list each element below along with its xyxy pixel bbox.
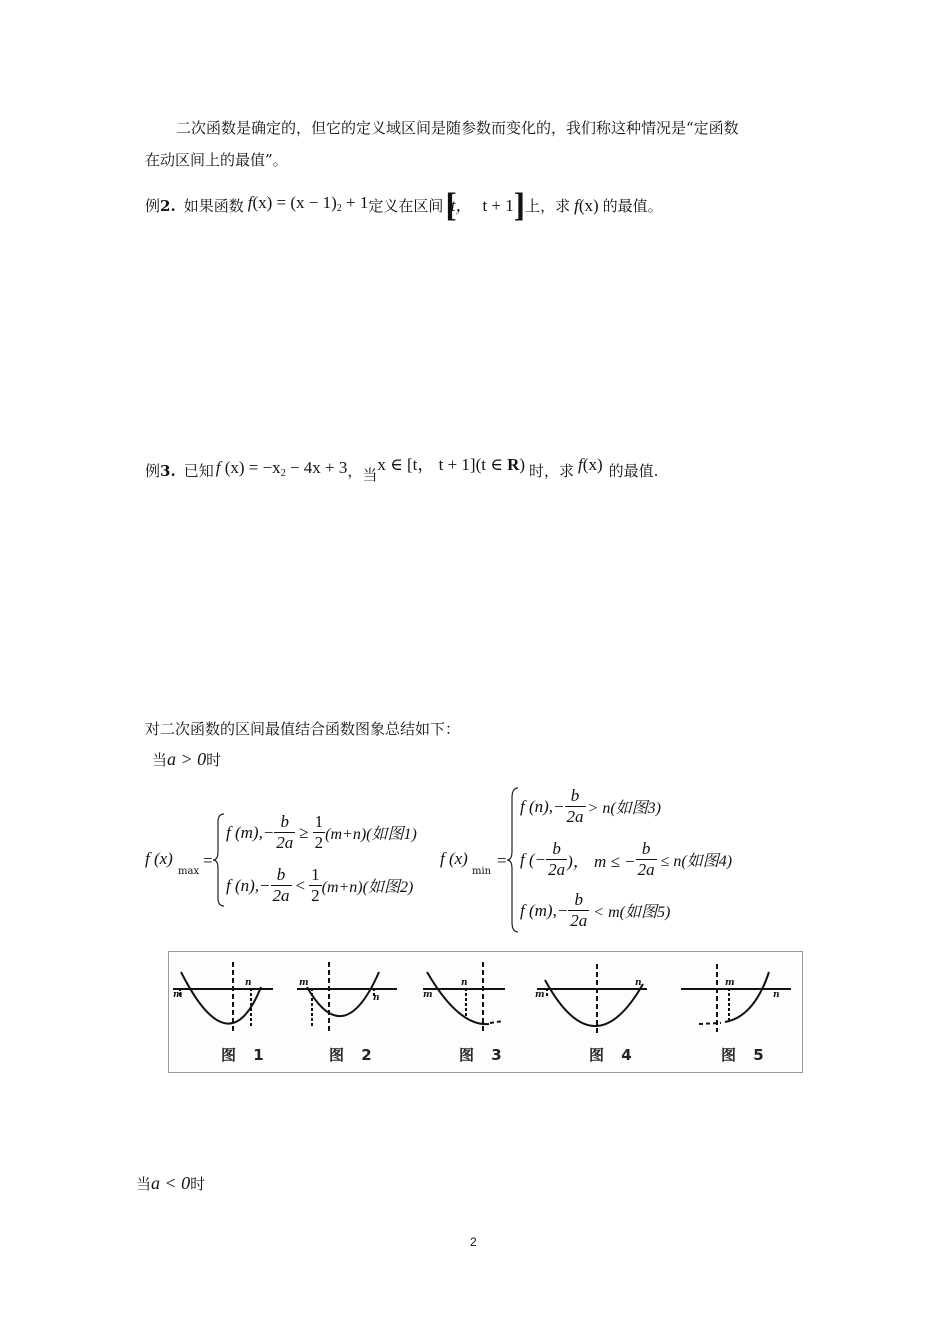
example-2-t1: t + 1 — [482, 196, 514, 215]
figure-2-m-label: m — [299, 978, 309, 988]
max-case-1-tail: (m+n)(如图1) — [325, 826, 417, 843]
case-a-positive-cond: a > 0 — [167, 749, 207, 769]
max-case-2-num: b — [276, 865, 286, 884]
example-2 — [145, 189, 663, 223]
min-case-2-tail: ≤ n(如图4) — [660, 853, 733, 870]
intro-line-2: 在动区间上的最值”。 — [145, 151, 288, 169]
case-a-positive-pre: 当 — [152, 751, 168, 769]
min-case-2-mid: )， m ≤ − — [567, 852, 636, 871]
figure-3-n-label: n — [461, 978, 468, 988]
figure-4-graph — [537, 964, 647, 1034]
max-case-1 — [226, 812, 417, 853]
figure-3-caption: 图 3 — [459, 1046, 508, 1064]
case-a-negative-post: 时 — [190, 1175, 206, 1193]
figure-5-n-label: n — [773, 990, 780, 1000]
example-2-pre: 如果函数 — [183, 197, 244, 215]
max-case-1-hden: 2 — [314, 833, 324, 852]
figure-1-graph — [173, 962, 273, 1034]
min-case-3-tail: < m(如图5) — [593, 904, 671, 921]
min-case-3-num: b — [574, 890, 584, 909]
example-2-t: t， — [450, 196, 473, 215]
min-case-1 — [520, 786, 661, 827]
example-2-f: f — [247, 193, 253, 212]
figure-4-m-label: m — [535, 990, 545, 1000]
example-2-eq: = (x − 1) — [272, 193, 337, 212]
example-3-f: f — [215, 458, 221, 477]
example-3-arg: (x) = −x — [220, 458, 281, 477]
min-eq: = — [497, 851, 507, 870]
max-case-2-rel: < — [295, 875, 306, 895]
example-2-tail: 的最值。 — [602, 197, 663, 215]
example-3-rest: − 4x + 3 — [285, 458, 348, 477]
max-case-1-den: 2a — [276, 833, 294, 852]
min-case-2-num2: b — [641, 839, 651, 858]
figure-1-caption: 图 1 — [221, 1046, 270, 1064]
figure-1-n-label: n — [245, 978, 252, 988]
case-a-negative — [136, 1173, 205, 1194]
min-case-2-val: f (− — [520, 849, 547, 869]
figure-1-m-label: m — [173, 990, 183, 1000]
figure-2-n-label: n — [373, 993, 380, 1003]
max-lhs-f: f (x) — [145, 849, 173, 868]
example-2-sq: 2 — [336, 203, 342, 214]
example-3-number: 3. — [160, 462, 176, 480]
figure-3-graph — [423, 962, 505, 1032]
example-3-R: R — [507, 455, 520, 474]
example-2-post: 上，求 — [525, 197, 571, 215]
summary-line: 对二次函数的区间最值结合函数图象总结如下： — [145, 720, 461, 738]
min-brace — [506, 786, 520, 936]
case-a-positive-post: 时 — [206, 751, 222, 769]
min-case-1-num: b — [570, 786, 580, 805]
max-eq: = — [203, 851, 213, 870]
figure-2-graph — [297, 962, 397, 1032]
min-case-1-den: 2a — [566, 807, 584, 826]
max-case-1-num: b — [280, 812, 290, 831]
example-3-comma: ， — [347, 462, 363, 480]
figure-4-n-label: n — [635, 978, 642, 988]
max-case-2-hden: 2 — [311, 886, 320, 905]
example-3 — [145, 454, 658, 488]
min-case-3-val: f (m),− — [520, 900, 569, 920]
max-brace — [212, 812, 226, 908]
max-case-2-den: 2a — [272, 886, 290, 905]
example-2-label: 例 — [145, 197, 161, 215]
example-2-mid: 定义在区间 — [368, 197, 444, 215]
intro-line-1: 二次函数是确定的，但它的定义域区间是随参数而变化的，我们称这种情况是“定函数 — [176, 119, 739, 137]
min-case-2-num: b — [552, 839, 561, 858]
example-3-when: 当 — [362, 466, 378, 484]
figure-3-m-label: m — [423, 990, 433, 1000]
example-3-pre: 已知 — [183, 462, 214, 480]
max-subscript: max — [178, 866, 200, 877]
example-3-close: ) — [519, 455, 526, 474]
figure-strip — [168, 951, 803, 1073]
figure-2-caption: 图 2 — [329, 1046, 378, 1064]
min-case-1-tail: > n(如图3) — [587, 800, 661, 817]
example-3-arg2: (x) — [582, 455, 603, 474]
max-lhs — [145, 849, 173, 869]
example-3-sq: 2 — [280, 468, 286, 479]
example-3-shi: 时，求 — [529, 462, 575, 480]
interval-right-bracket: ] — [513, 187, 526, 224]
example-2-number: 2. — [160, 197, 176, 215]
example-2-arg2: (x) — [578, 196, 599, 215]
min-case-3 — [520, 890, 670, 931]
max-case-2-val: f (n),− — [226, 875, 271, 895]
page-number: 2 — [470, 1235, 477, 1249]
example-2-arg: (x) — [252, 193, 273, 212]
max-case-2-tail: (m+n)(如图2) — [321, 879, 414, 896]
min-case-2-den: 2a — [548, 860, 566, 879]
case-a-negative-pre: 当 — [136, 1175, 152, 1193]
example-3-label: 例 — [145, 462, 161, 480]
max-case-1-val: f (m),− — [226, 822, 275, 842]
min-subscript: min — [472, 866, 492, 877]
example-3-tail: 的最值. — [608, 462, 659, 480]
figure-5-m-label: m — [725, 978, 735, 988]
case-a-negative-cond: a < 0 — [151, 1173, 191, 1193]
min-case-1-val: f (n),− — [520, 796, 565, 816]
case-a-positive — [152, 749, 221, 770]
min-case-2 — [520, 839, 732, 880]
max-case-1-hnum: 1 — [314, 812, 324, 831]
min-case-2-den2: 2a — [637, 860, 655, 879]
min-case-3-den: 2a — [570, 911, 588, 930]
figure-4-caption: 图 4 — [589, 1046, 638, 1064]
max-case-2-hnum: 1 — [311, 865, 320, 884]
min-lhs — [440, 849, 468, 869]
max-case-1-rel: ≥ — [299, 822, 309, 842]
max-case-2 — [226, 865, 413, 906]
example-3-f2: f — [578, 455, 583, 474]
interval-left-bracket: [ — [445, 187, 457, 224]
min-lhs-f: f (x) — [440, 849, 468, 868]
example-3-cond: x ∈ [t， t + 1](t ∈ — [377, 455, 508, 474]
example-2-plus: + 1 — [341, 193, 369, 212]
figure-5-caption: 图 5 — [721, 1046, 770, 1064]
example-2-f2: f — [574, 196, 579, 215]
